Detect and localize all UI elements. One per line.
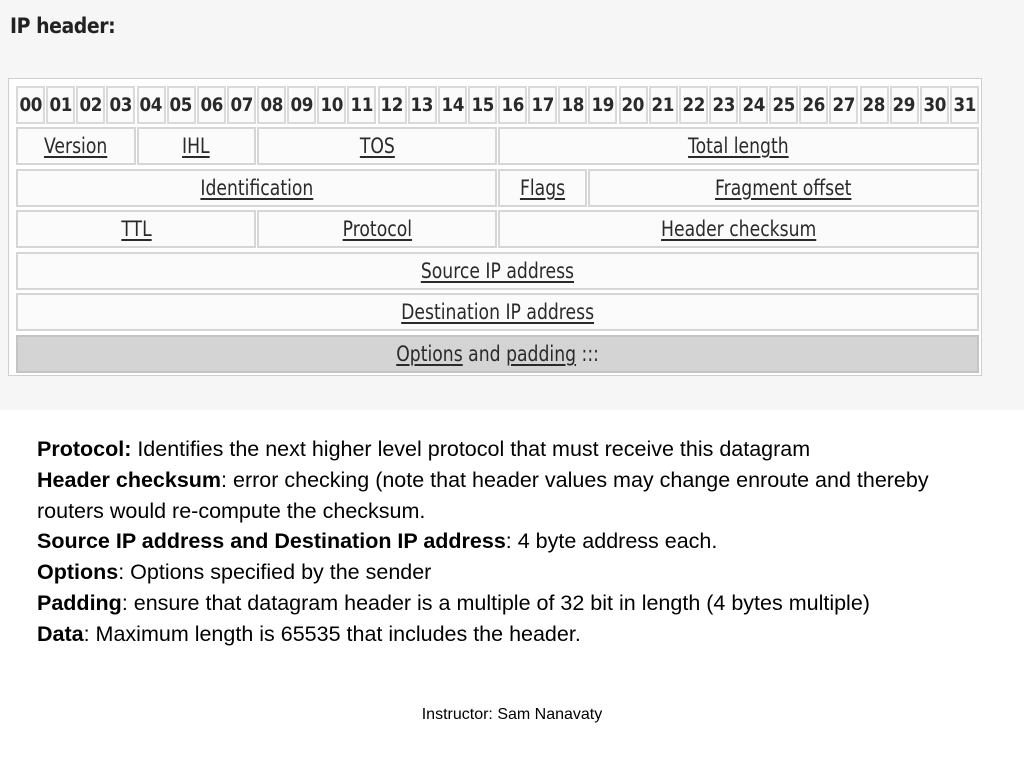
- bit-number-cell: [588, 86, 617, 124]
- field-label: TTL: [120, 217, 152, 241]
- field-source-ip-address: [16, 252, 979, 290]
- description-text: : ensure that datagram header is a multiple of 32 bit in length (4 bytes multiple): [121, 590, 870, 615]
- bit-number-cell: [46, 86, 75, 124]
- bit-number-cell: [920, 86, 949, 124]
- bit-number: 17: [531, 94, 554, 116]
- field-label: Header checksum: [660, 217, 817, 241]
- bit-number-cell: [137, 86, 166, 124]
- bit-number: 12: [380, 94, 404, 116]
- bit-number-cell: [76, 86, 105, 124]
- bit-number: 30: [923, 94, 946, 116]
- bit-number-cell: [16, 86, 45, 124]
- bit-number: 01: [49, 94, 72, 116]
- description-text: : error checking (note that header values may change enroute and thereby routers would re-compute the checksum.: [37, 467, 929, 523]
- bit-number-cell: [287, 86, 316, 124]
- description-text: : 4 byte address each.: [505, 529, 718, 554]
- bit-number-cell: [679, 86, 708, 124]
- bit-number-cell: [829, 86, 858, 124]
- description-text: : Options specified by the sender: [118, 560, 432, 585]
- bit-number-cell: [558, 86, 587, 124]
- field-label: TOS: [359, 134, 395, 158]
- bit-number: 19: [591, 94, 615, 116]
- bit-number: 15: [471, 94, 494, 116]
- bit-number: 02: [79, 94, 102, 116]
- field-version: [16, 127, 136, 165]
- field-options-and-padding: [16, 335, 979, 373]
- field-label: Total length: [688, 134, 789, 158]
- field-tos: [257, 127, 497, 165]
- field-identification: [16, 169, 497, 207]
- field-ttl: [16, 210, 256, 248]
- description-item: [37, 465, 997, 527]
- bit-number: 26: [802, 94, 825, 116]
- bit-number: 04: [139, 94, 163, 116]
- description-term: Protocol:: [37, 437, 132, 461]
- instructor-footer: Instructor: Sam Nanavaty: [421, 706, 603, 723]
- field-ihl: [137, 127, 257, 165]
- description-term: Data: [37, 621, 84, 646]
- field-label: Destination IP address: [401, 300, 594, 324]
- field-fragment-offset: [588, 169, 979, 207]
- ip-header-title: IP header:: [10, 14, 116, 38]
- description-term: Options: [37, 560, 119, 585]
- bit-number-cell: [890, 86, 919, 124]
- bit-number: 13: [410, 94, 434, 116]
- bit-number-cell: [649, 86, 678, 124]
- bit-number: 28: [862, 94, 886, 116]
- bit-number: 22: [682, 94, 705, 116]
- description-term: Padding: [37, 590, 122, 615]
- field-label: Version: [44, 134, 108, 158]
- ip-header-table: [8, 78, 982, 376]
- bit-number-cell: [408, 86, 437, 124]
- bit-number-cell: [528, 86, 557, 124]
- bit-number: 25: [772, 94, 795, 116]
- bit-number-cell: [347, 86, 376, 124]
- bit-number-cell: [378, 86, 407, 124]
- bit-number: 31: [953, 94, 976, 116]
- field-label: Protocol: [342, 217, 412, 241]
- bit-number: 14: [441, 94, 464, 116]
- field-label: Flags: [520, 176, 566, 200]
- description-text: Identifies the next higher level protocol that must receive this datagram: [131, 437, 811, 461]
- description-item: [37, 588, 997, 619]
- bit-number-cell: [950, 86, 979, 124]
- bit-number-cell: [438, 86, 467, 124]
- field-label: IHL: [182, 134, 211, 158]
- description-text: : Maximum length is 65535 that includes the header.: [83, 621, 581, 646]
- bit-number: 08: [260, 94, 283, 116]
- bit-number: 18: [561, 94, 584, 116]
- bit-number: 10: [320, 94, 343, 116]
- bit-number-cell: [498, 86, 527, 124]
- bit-number: 16: [501, 94, 524, 116]
- field-label: Source IP address: [420, 259, 575, 283]
- continuation-marker: :::: [581, 342, 599, 366]
- field-header-checksum: [498, 210, 979, 248]
- bit-number: 03: [109, 94, 133, 116]
- description-item: [37, 434, 997, 465]
- bit-number: 24: [742, 94, 765, 116]
- field-label: Fragment offset: [715, 176, 852, 200]
- field-destination-ip-address: [16, 293, 979, 331]
- bit-number-cell: [799, 86, 828, 124]
- field-total-length: [498, 127, 979, 165]
- and-label: and: [468, 342, 501, 366]
- bit-number-cell: [769, 86, 798, 124]
- bit-number-cell: [739, 86, 768, 124]
- bit-number: 20: [621, 94, 645, 116]
- bit-number-cell: [709, 86, 738, 124]
- description-item: [37, 526, 997, 557]
- bit-number: 11: [350, 94, 374, 116]
- field-flags: [498, 169, 587, 207]
- bit-number-cell: [197, 86, 226, 124]
- bit-number: 23: [712, 94, 735, 116]
- description-item: [37, 557, 997, 588]
- bit-number-cell: [860, 86, 889, 124]
- bit-number-cell: [257, 86, 286, 124]
- bit-number-cell: [106, 86, 135, 124]
- bit-number-cell: [619, 86, 648, 124]
- field-descriptions: [37, 434, 997, 650]
- bit-number: 06: [200, 94, 223, 116]
- bit-number: 29: [892, 94, 916, 116]
- bit-number: 21: [651, 94, 675, 116]
- bit-number: 09: [290, 94, 313, 116]
- padding-label: padding: [505, 342, 576, 366]
- bit-number: 05: [169, 94, 193, 116]
- field-label: Identification: [200, 176, 313, 200]
- bit-number-cell: [468, 86, 497, 124]
- description-term: Header checksum: [37, 467, 222, 492]
- field-protocol: [257, 210, 497, 248]
- description-term: Source IP address and Destination IP address: [37, 529, 506, 554]
- bit-number: 27: [832, 94, 856, 116]
- bit-number-cell: [167, 86, 196, 124]
- bit-number-cell: [227, 86, 256, 124]
- bit-number-cell: [317, 86, 346, 124]
- bit-number: 00: [19, 94, 42, 116]
- description-item: [37, 619, 997, 650]
- bit-number: 07: [230, 94, 253, 116]
- options-label: Options: [396, 342, 463, 366]
